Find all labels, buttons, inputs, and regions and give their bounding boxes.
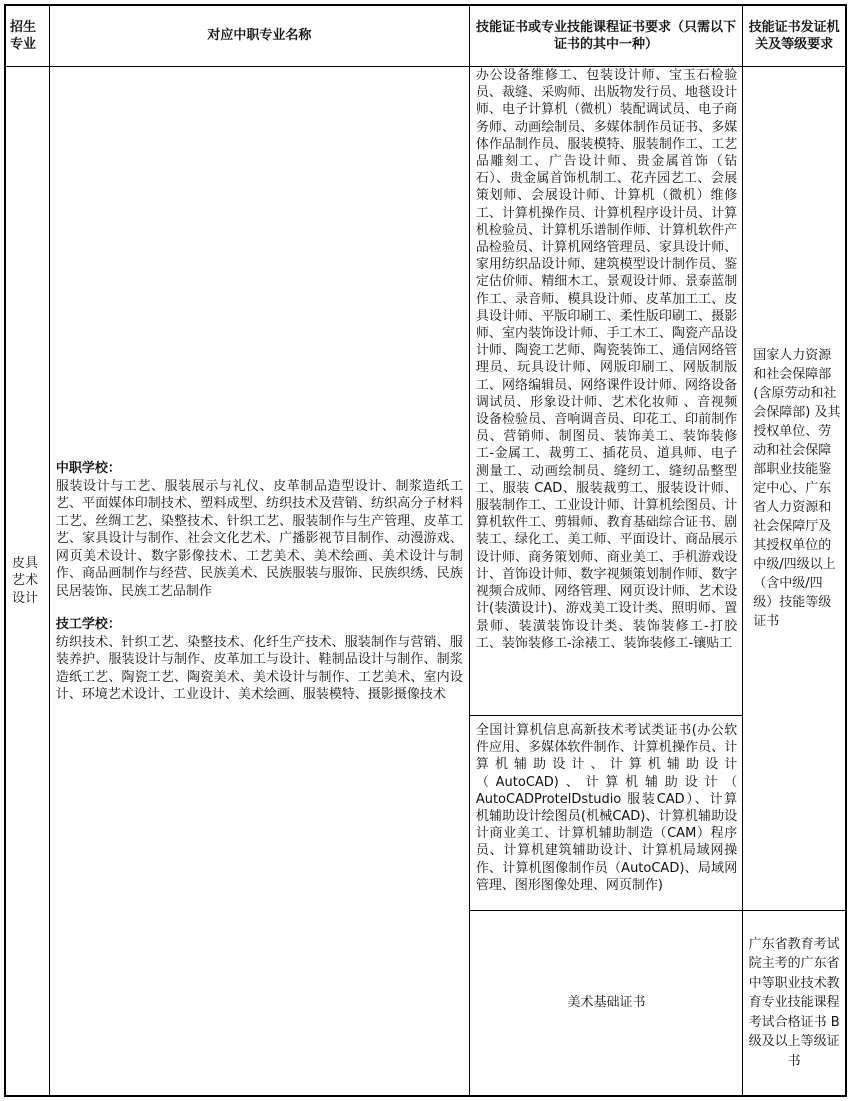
header-major: 招生专业: [5, 5, 49, 67]
technical-school-title: 技工学校：: [55, 617, 121, 633]
header-issuer-requirements: 技能证书发证机关及等级要求: [743, 5, 846, 67]
admission-requirements-table: [4, 4, 847, 1097]
school-majors-cell: [49, 67, 469, 1097]
requirement-art-basic-certificate: 美术基础证书: [469, 911, 742, 1097]
table-row: [5, 67, 846, 716]
technical-school-list: 纺织技术、针织工艺、染整技术、化纤生产技术、服装制作与营销、服装养护、服装设计与制作、皮革加工与设计、鞋制品设计与制作、制浆造纸工艺、陶瓷工艺、陶瓷美术、美术设计与制作、工艺美术、室内设计、环境艺术设计、工业设计、美术绘画、服装模特、摄影摄像技术: [55, 634, 463, 703]
header-school-majors: 对应中职专业名称: [49, 5, 469, 67]
issuer-education-exam-authority: 广东省教育考试院主考的广东省中等职业技术教育专业技能课程考试合格证书 B 级及以上等级证书: [743, 911, 846, 1097]
header-certificate-requirements: 技能证书或专业技能课程证书要求（只需以下证书的其中一种）: [469, 5, 742, 67]
major-name: 皮具艺术设计: [5, 67, 49, 1097]
requirement-skill-certificates: 办公设备维修工、包装设计师、宝玉石检验员、裁缝、采购师、出版物发行员、地毯设计师、电子计算机（微机）装配调试员、电子商务师、动画绘制员、多媒体制作员证书、多媒体作品制作员、服装模特、服装制作工、工艺品雕刻工、广告设计师、贵金属首饰（钻石）、贵金属首饰机制工、花卉园艺工、会展策划师、会展设计师、计算机（微机）维修工、计算机操作员、计算机程序设计员、计算机检验员、计算机乐谱制作师、计算机软件产品检验员、计算机网络管理员、家具设计师、家用纺织品设计师、建筑模型设计制作员、鉴定估价师、精细木工、景观设计师、景泰蓝制作工、录音师、模具设计师、皮革加工工、皮具设计师、平版印刷工、柔性版印刷工、摄影师、室内装饰设计师、手工木工、陶瓷产品设计师、陶瓷工艺师、陶瓷装饰工、通信网络管理员、玩具设计师、网版印刷工、网版制版工、网络编辑员、网络课件设计师、网络设备调试员、形象设计师、艺术化妆师 、音视频设备检验员、音响调音员、印花工、印前制作员、营销师、制图员、装饰美工、装饰装修工-金属工、裁剪工、插花员、道具师、电子测量工、动画绘制员、缝纫工、缝纫品整型工、服装 CAD、服装裁剪工、服装设计师、服装制作工、工业设计师、计算机绘图员、计算机软件工、剪辑师、教育基础综合证书、剧装工、绿化工、美工师、平面设计、商品展示设计师、商务策划师、商业美工、手机游戏设计、首饰设计师、数字视频策划制作师、数字视频合成师、网络管理、网页设计师、艺术设计(装潢设计)、游戏美工设计类、照明师、置景师、装潢装饰设计类、装饰装修工-打胶工、装饰装修工-涂裱工、装饰装修工-镶贴工: [469, 67, 742, 716]
vocational-school-list: 服装设计与工艺、服装展示与礼仪、皮革制品造型设计、制浆造纸工艺、平面媒体印制技术、塑料成型、纺织技术及营销、纺织高分子材料工艺、丝绸工艺、染整技术、针织工艺、服装制作与生产管理、皮革工艺、家具设计与制作、社会文化艺术、广播影视节目制作、动漫游戏、网页美术设计、数字影像技术、工艺美术、美术绘画、美术设计与制作、商品画制作与经营、民族美术、民族服装与服饰、民族织绣、民族民居装饰、民族工艺品制作: [55, 478, 463, 599]
issuer-hrss: 国家人力资源和社会保障部(含原劳动和社会保障部) 及其授权单位、劳动和社会保障部职业技能鉴定中心、广东省人力资源和社会保障厅及其授权单位的中级/四级以上（含中级/四级）技能等级证书: [743, 67, 846, 911]
vocational-school-title: 中职学校：: [55, 461, 121, 477]
header-row: [5, 5, 846, 67]
requirement-computer-certificates: 全国计算机信息高新技术考试类证书(办公软件应用、多媒体软件制作、计算机操作员、计算机辅助设计、计算机辅助设计（AutoCAD)、计算机辅助设计（ AutoCADProtelDstudio 服装CAD）、计算机辅助设计绘图员(机械CAD)、计算机辅助设计商业美工、计算机辅助制造（CAM）程序员、计算机建筑辅助设计、计算机局域网操作、计算机图像制作员（AutoCAD)、局域网管理、图形图像处理、网页制作): [469, 716, 742, 911]
